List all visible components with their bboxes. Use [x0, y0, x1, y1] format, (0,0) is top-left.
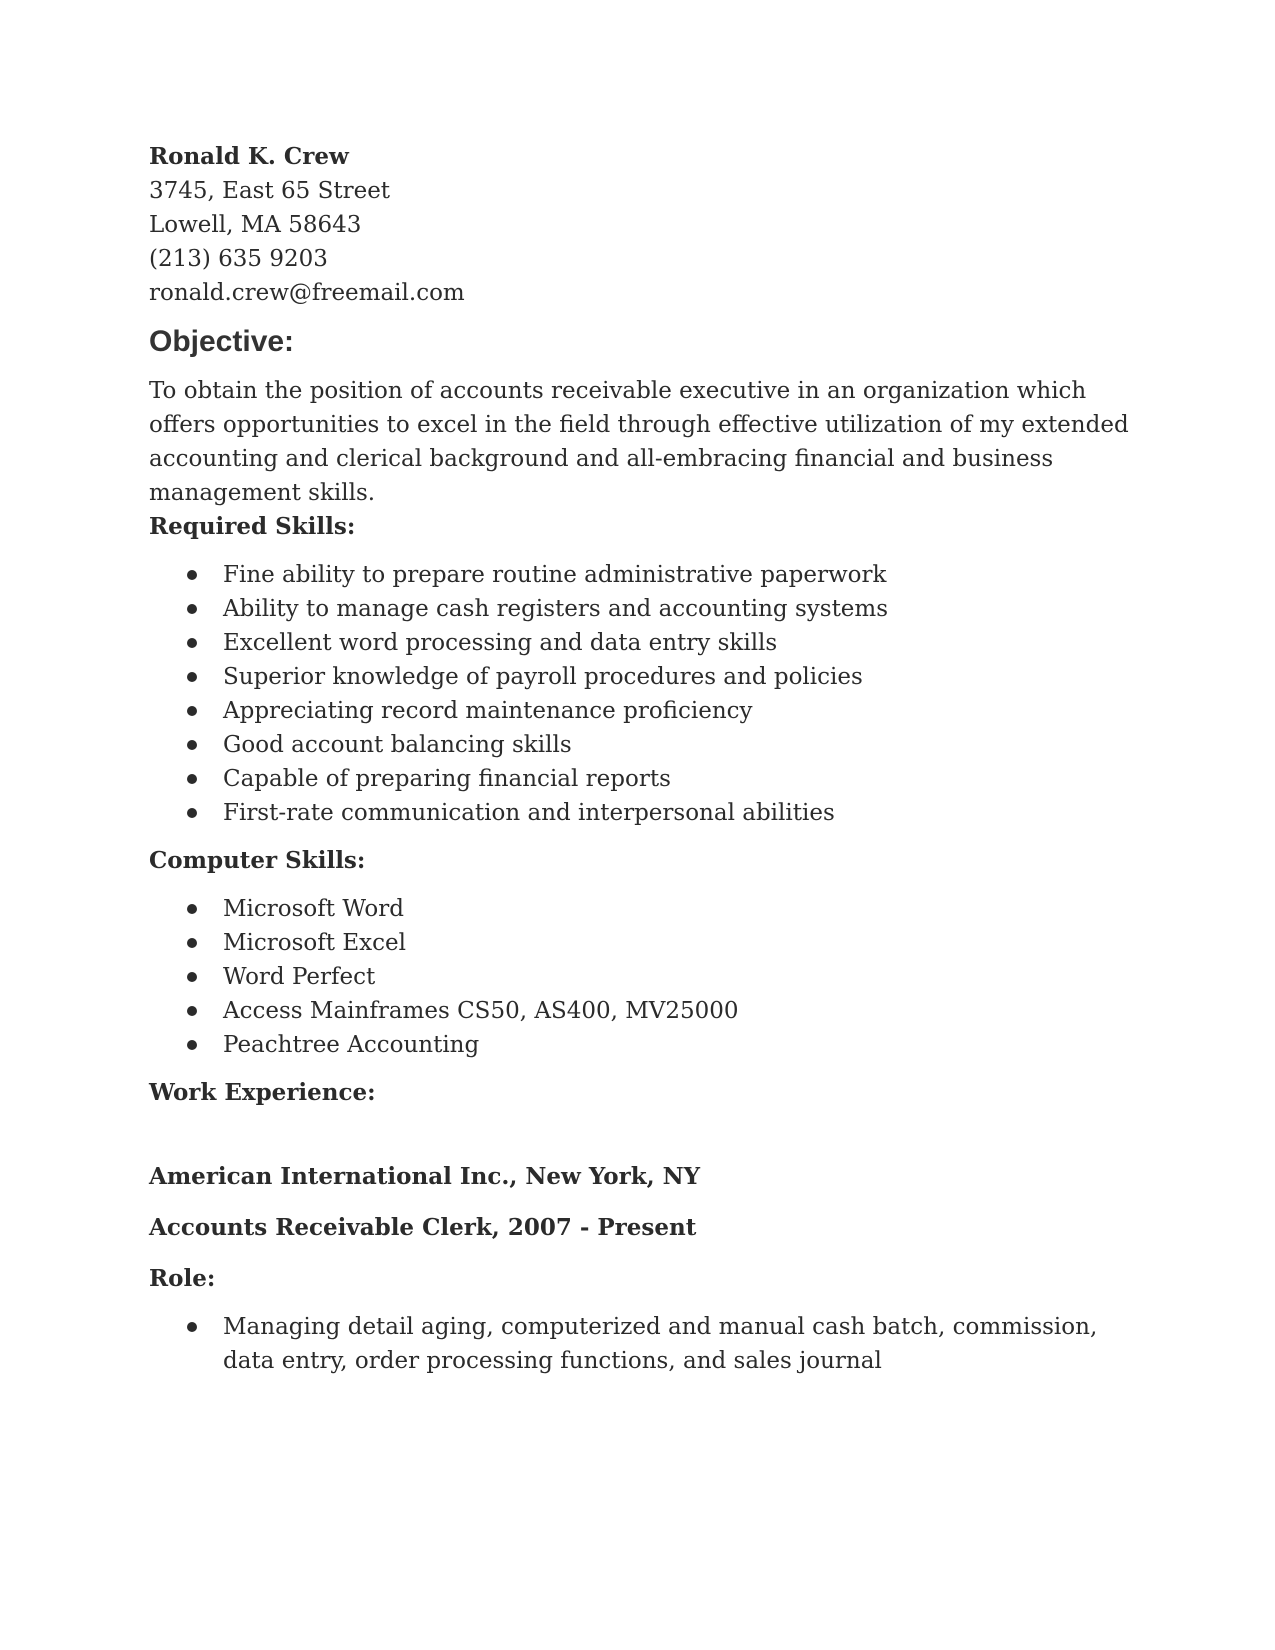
- list-item-text: Managing detail aging, computerized and manual cash batch, commission, data entry, order processing functions, and sales journal: [223, 1314, 1098, 1374]
- list-item-text: Access Mainframes CS50, AS400, MV25000: [223, 998, 739, 1024]
- company-name: American International Inc., New York, NY: [149, 1163, 701, 1190]
- bullet-icon: [187, 706, 197, 716]
- list-item: [149, 1028, 1129, 1062]
- bullet-icon: [187, 1006, 197, 1016]
- contact-city: Lowell, MA 58643: [149, 212, 362, 238]
- computer-skills-list: [149, 892, 1129, 1062]
- list-item-text: Superior knowledge of payroll procedures and policies: [223, 664, 863, 690]
- list-item: [149, 926, 1129, 960]
- list-item-text: Ability to manage cash registers and accounting systems: [223, 596, 889, 622]
- bullet-icon: [187, 938, 197, 948]
- bullet-icon: [187, 638, 197, 648]
- list-item-text: Microsoft Word: [223, 896, 404, 922]
- list-item: [149, 626, 1129, 660]
- list-item: [149, 728, 1129, 762]
- job-position: Accounts Receivable Clerk, 2007 - Present: [149, 1214, 697, 1241]
- list-item-text: Appreciating record maintenance proficiency: [223, 698, 753, 724]
- objective-heading: Objective:: [149, 325, 295, 358]
- list-item: [149, 660, 1129, 694]
- bullet-icon: [187, 808, 197, 818]
- list-item: [149, 592, 1129, 626]
- list-item: [149, 994, 1129, 1028]
- role-heading: Role:: [149, 1265, 216, 1292]
- list-item: [149, 796, 1129, 830]
- list-item: [149, 892, 1129, 926]
- resume-page: [149, 140, 1129, 1378]
- contact-name: Ronald K. Crew: [149, 143, 349, 170]
- list-item: [149, 960, 1129, 994]
- list-item-text: Word Perfect: [223, 964, 376, 990]
- list-item: [149, 762, 1129, 796]
- list-item: [149, 1310, 1129, 1378]
- required-skills-list: [149, 558, 1129, 830]
- bullet-icon: [187, 1040, 197, 1050]
- bullet-icon: [187, 1322, 197, 1332]
- bullet-icon: [187, 972, 197, 982]
- contact-street: 3745, East 65 Street: [149, 178, 391, 204]
- bullet-icon: [187, 604, 197, 614]
- bullet-icon: [187, 570, 197, 580]
- work-experience-heading: Work Experience:: [149, 1079, 376, 1106]
- bullet-icon: [187, 672, 197, 682]
- contact-email: ronald.crew@freemail.com: [149, 280, 465, 306]
- list-item-text: First-rate communication and interpersonal abilities: [223, 800, 835, 826]
- list-item-text: Good account balancing skills: [223, 732, 572, 758]
- list-item-text: Capable of preparing financial reports: [223, 766, 671, 792]
- list-item-text: Excellent word processing and data entry skills: [223, 630, 778, 656]
- list-item: [149, 694, 1129, 728]
- contact-phone: (213) 635 9203: [149, 246, 328, 272]
- bullet-icon: [187, 904, 197, 914]
- list-item: [149, 558, 1129, 592]
- role-list: [149, 1310, 1129, 1378]
- required-skills-heading: Required Skills:: [149, 513, 356, 540]
- list-item-text: Fine ability to prepare routine administrative paperwork: [223, 562, 887, 588]
- computer-skills-heading: Computer Skills:: [149, 847, 366, 874]
- list-item-text: Microsoft Excel: [223, 930, 406, 956]
- bullet-icon: [187, 740, 197, 750]
- contact-block: [149, 140, 1129, 310]
- bullet-icon: [187, 774, 197, 784]
- list-item-text: Peachtree Accounting: [223, 1032, 480, 1058]
- objective-text: To obtain the position of accounts receivable executive in an organization which offers opportunities to excel in the field through effective utilization of my extended accounting and clerical background and all-embracing financial and business management skills.: [149, 378, 1129, 506]
